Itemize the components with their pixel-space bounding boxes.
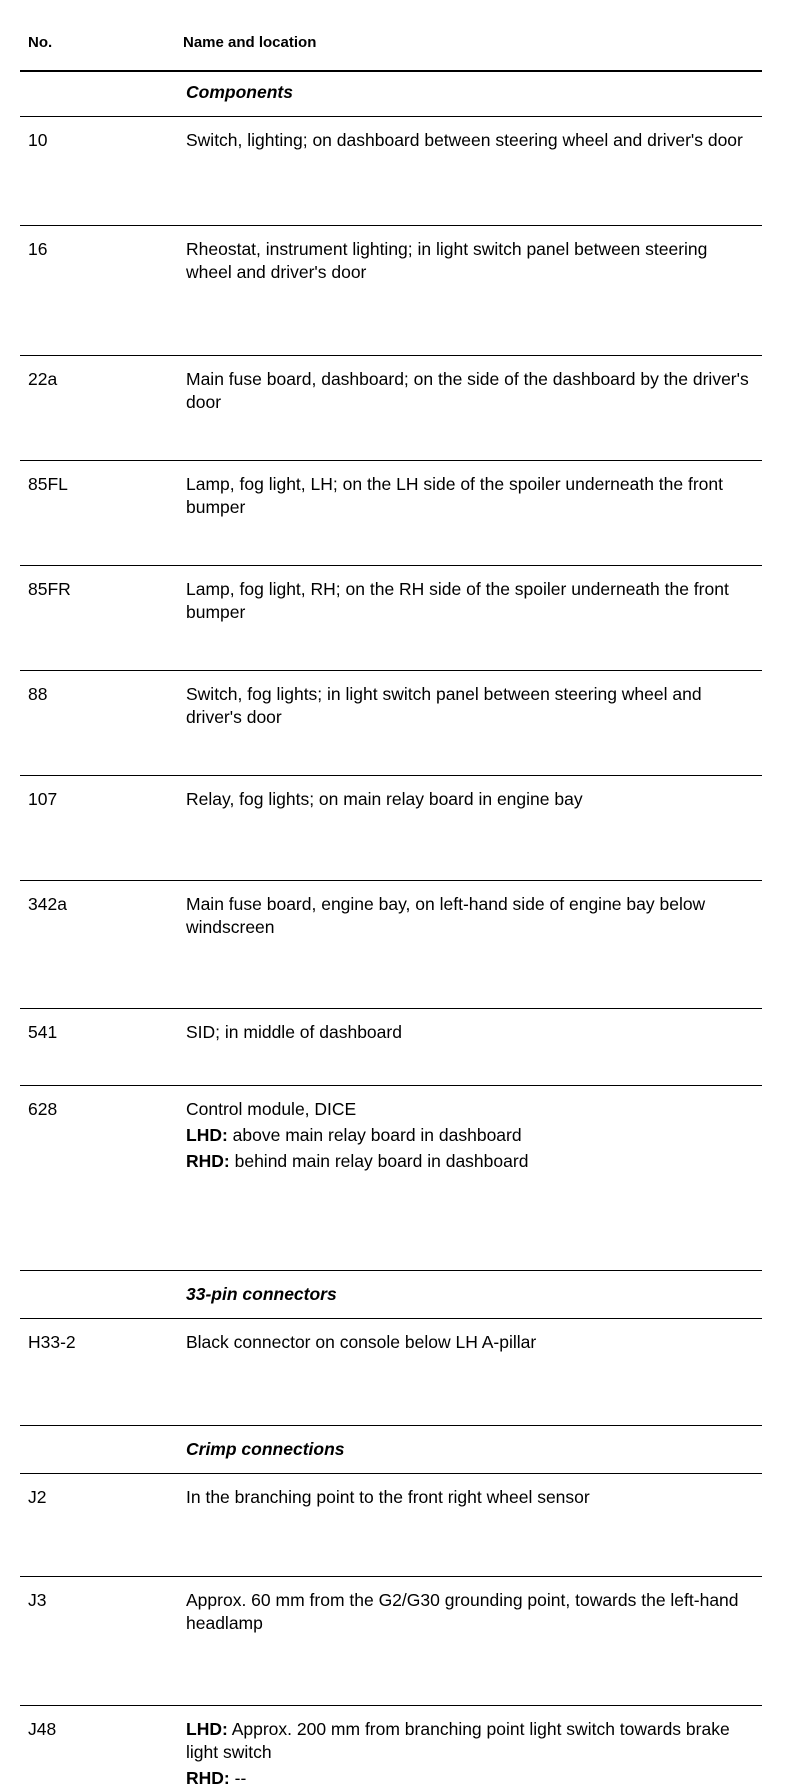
column-header-no: No. [28,34,53,51]
section-title-33-pin-connectors: 33-pin connectors [186,1284,337,1304]
row-number: J3 [28,1590,47,1610]
row-description: In the branching point to the front right wheel sensor [186,1487,590,1507]
row-description: Main fuse board, engine bay, on left-hand side of engine bay below windscreen [186,894,706,937]
column-header-name-location: Name and location [183,34,317,51]
rhd-note [186,1150,756,1173]
row-number: J2 [28,1487,47,1507]
row-divider [20,1318,762,1319]
row-divider [20,1705,762,1706]
row-divider [20,355,762,356]
row-divider [20,1425,762,1426]
row-number: 88 [28,684,48,704]
row-description: Switch, lighting; on dashboard between steering wheel and driver's door [186,130,743,150]
section-title-components: Components [186,82,293,102]
row-number: 10 [28,130,48,150]
row-number: H33-2 [28,1332,76,1352]
row-description: Main fuse board, dashboard; on the side of the dashboard by the driver's door [186,369,749,412]
lhd-text: above main relay board in dashboard [227,1125,522,1145]
row-divider [20,1576,762,1577]
row-number: 628 [28,1099,58,1119]
row-divider [20,1270,762,1271]
section-title-crimp-connections: Crimp connections [186,1439,345,1459]
row-divider [20,670,762,671]
row-divider [20,1085,762,1086]
row-description: SID; in middle of dashboard [186,1022,402,1042]
row-description: Lamp, fog light, LH; on the LH side of the spoiler underneath the front bumper [186,474,724,517]
lhd-note [186,1718,756,1764]
row-number: 85FR [28,579,71,599]
row-divider [20,116,762,117]
row-divider [20,460,762,461]
row-description: Lamp, fog light, RH; on the RH side of the spoiler underneath the front bumper [186,579,729,622]
rhd-label: RHD: [186,1151,230,1171]
row-description: Black connector on console below LH A-pillar [186,1332,537,1352]
header-rule [20,70,762,72]
rhd-text: -- [229,1768,247,1788]
row-number: 342a [28,894,67,914]
row-number: 107 [28,789,58,809]
row-divider [20,1008,762,1009]
row-number: 541 [28,1022,58,1042]
row-description: Relay, fog lights; on main relay board in engine bay [186,789,583,809]
row-divider [20,775,762,776]
lhd-label: LHD: [186,1719,228,1739]
rhd-note [186,1767,756,1790]
rhd-text: behind main relay board in dashboard [229,1151,529,1171]
row-description: Control module, DICE [186,1099,357,1119]
row-description-block [186,1098,756,1173]
row-description: Rheostat, instrument lighting; in light switch panel between steering wheel and driver's door [186,239,708,282]
lhd-label: LHD: [186,1125,228,1145]
row-number: 85FL [28,474,68,494]
rhd-label: RHD: [186,1768,230,1788]
row-divider [20,565,762,566]
row-number: 16 [28,239,48,259]
row-divider [20,880,762,881]
row-description: Switch, fog lights; in light switch panel between steering wheel and driver's door [186,684,702,727]
row-description: Approx. 60 mm from the G2/G30 grounding point, towards the left-hand headlamp [186,1590,739,1633]
row-description-block [186,1718,756,1790]
lhd-note [186,1124,756,1147]
row-divider [20,225,762,226]
row-divider [20,1473,762,1474]
row-number: 22a [28,369,58,389]
row-number: J48 [28,1719,57,1739]
lhd-text: Approx. 200 mm from branching point light switch towards brake light switch [186,1719,730,1762]
